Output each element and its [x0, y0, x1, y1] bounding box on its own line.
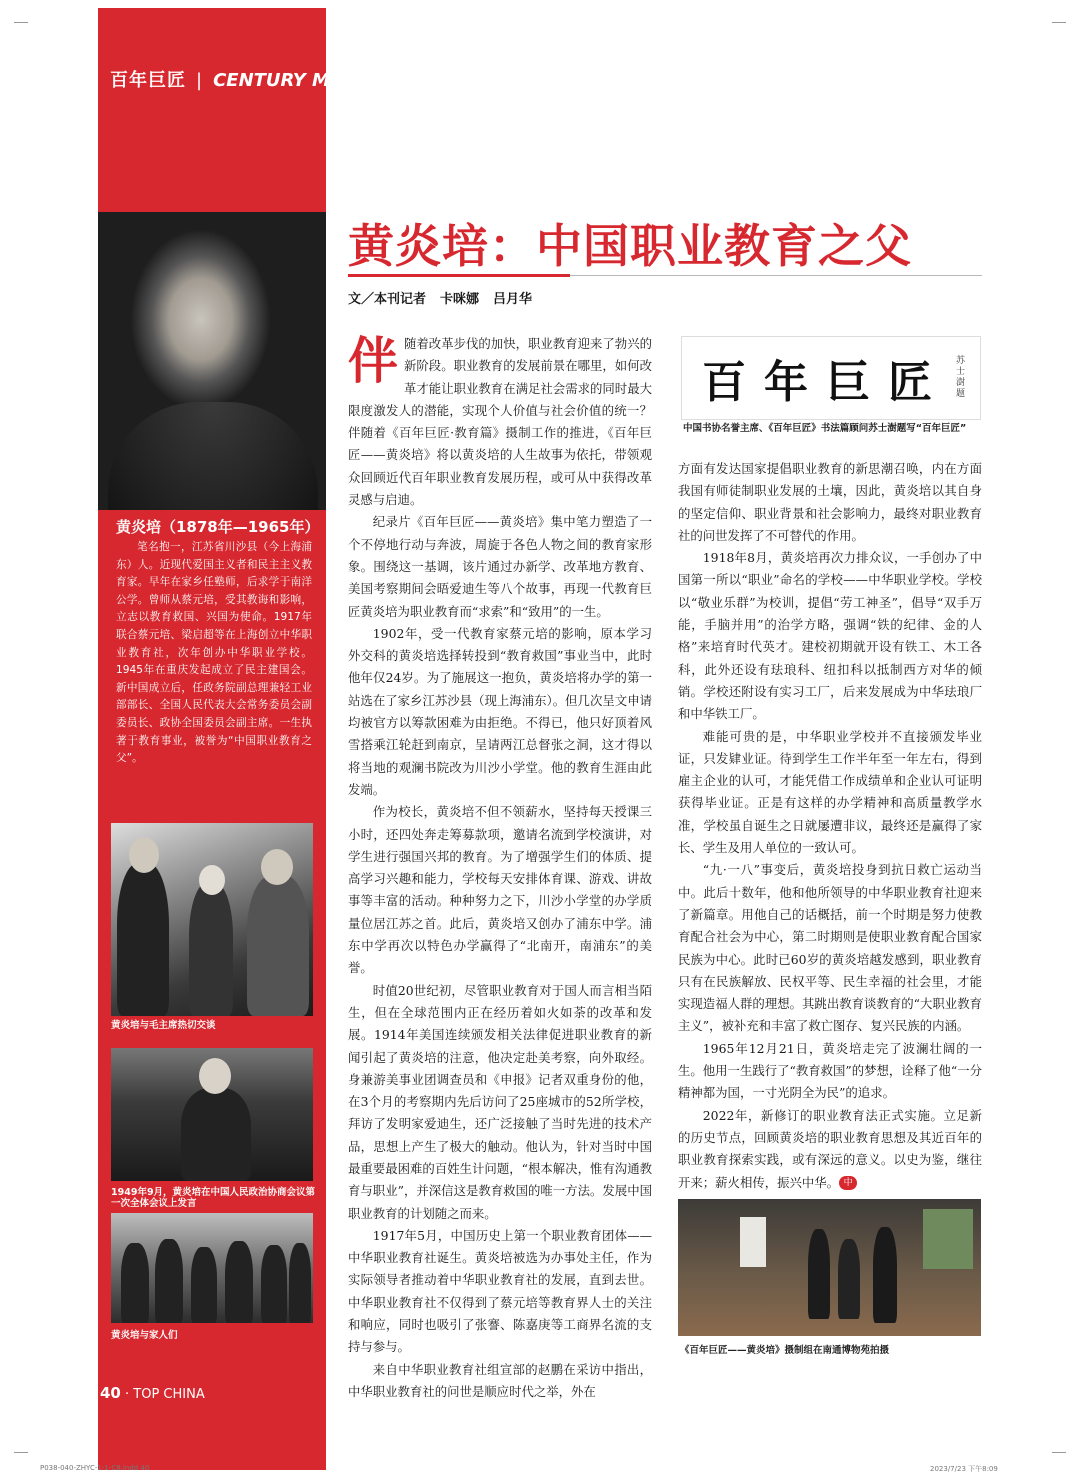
section-title-cn: 百年巨匠: [110, 70, 186, 91]
paragraph: 1917年5月，中国历史上第一个职业教育团体——中华职业教育社诞生。黄炎培被选为办事处主任，作为实际领导者推动着中华职业教育社的发展，直到去世。中华职业教育社不仅得到了蔡元培等教育界人士的关注和响应，同时也吸引了张謇、陈嘉庚等工商界名流的支持与参与。: [348, 1227, 652, 1355]
page-number: 40: [100, 1384, 121, 1402]
print-slug: P038-040-ZHYC-1-1-C8.indd 40: [40, 1464, 150, 1472]
portrait-photo: [98, 212, 326, 510]
caption-filming: 《百年巨匠——黄炎培》摄制组在南通博物苑拍摄: [680, 1345, 890, 1356]
title-rule-red: [348, 274, 570, 277]
magazine-name: · TOP CHINA: [125, 1387, 205, 1402]
crop-mark: [14, 22, 28, 23]
paragraph: 2022年，新修订的职业教育法正式实施。立足新的历史节点，回顾黄炎培的职业教育思想及其近百年的职业教育探索实践，或有深远的意义。以史为鉴，继往开来；薪火相传，振兴中华。 中: [678, 1107, 982, 1190]
paragraph: 方面有发达国家提倡职业教育的新思潮召唤，内在方面我国有师徒制职业发展的土壤，因此，黄炎培以其自身的坚定信仰、职业背景和社会影响力，最终对职业教育社的问世发挥了不可替代的作用。: [678, 461, 982, 543]
photo-family: [111, 1213, 313, 1323]
caption-1949: 1949年9月，黄炎培在中国人民政治协商会议第一次全体会议上发言: [111, 1187, 316, 1209]
article-title: 黄炎培：中国职业教育之父: [348, 219, 912, 273]
paragraph: 1918年8月，黄炎培再次力排众议，一手创办了中国第一所以“职业”命名的学校——中华职业学校。学校以“敬业乐群”为校训，提倡“劳工神圣”，倡导“双手万能，手脑并用”的治学方略，强调“铁的纪律、金的人格”来培育时代英才。建校初期就开设有铁工、木工各科，此外还设有珐琅科、纽扣科以抵制西方对华的倾销。学校还附设有实习工厂，后来发展成为中华珐琅厂和中华铁工厂。: [678, 550, 982, 722]
calligraphy-text: 百年巨匠: [702, 357, 950, 408]
filming-photo: [678, 1199, 981, 1336]
article-column-1: [348, 333, 652, 1403]
author-2: 吕月华: [493, 292, 533, 307]
caption-calligraphy: 中国书协名誉主席、《百年巨匠》书法篇顾问苏士澍题写“百年巨匠”: [683, 423, 967, 434]
paragraph: “九·一八”事变后，黄炎培投身到抗日救亡运动当中。此后十数年，他和他所领导的中华职业教育社迎来了新篇章。用他自己的话概括，前一个时期是努力使教育配合社会为中心，第二时期则是使职业教育配合国家民族为中心。此时已60岁的黄炎培越发感到，职业教育只有在民族解放、民权平等、民生幸福的社会里，才能实现造福人群的理想。其跳出教育谈教育的“大职业教育主义”，被补充和丰富了救亡图存、复兴民族的内涵。: [678, 862, 982, 1034]
photo-1949-speech: [111, 1048, 313, 1181]
paragraph: 时值20世纪初，尽管职业教育对于国人而言相当陌生，但在全球范围内正在经历着如火如荼的改革和发展。1914年美国连续颁发相关法律促进职业教育的新闻引起了黄炎培的注意，他决定赴美考察，向外取经。身兼游美事业团调查员和《申报》记者双重身份的他，在3个月的考察期内先后访问了25座城市的52所学校，拜访了发明家爱迪生，还广泛接触了当时先进的技术产品，思想上产生了极大的触动。他认为，针对当时中国最重要最困难的百姓生计问题，“根本解决，惟有沟通教育与职业”，并深信这是教育救国的唯一方法。发展中国职业教育的计划随之而来。: [348, 982, 652, 1221]
paragraph: 来自中华职业教育社组宣部的赵鹏在采访中指出，中华职业教育社的问世是顺应时代之举，外在: [348, 1361, 652, 1399]
section-separator: |: [196, 70, 204, 91]
paragraph: 纪录片《百年巨匠——黄炎培》集中笔力塑造了一个不停地行动与奔波，周旋于各色人物之间的教育家形象。围绕这一基调，该片通过办新学、改革地方教育、美国考察期间会晤爱迪生等八个故事，再现一代教育巨匠黄炎培为职业教育而“求索”和“致用”的一生。: [348, 514, 652, 619]
paragraph: 难能可贵的是，中华职业学校并不直接颁发毕业证，只发肄业证。待到学生工作半年至一年左右，得到雇主企业的认可，才能凭借工作成绩单和企业认可证明获得毕业证。正是有这样的办学精神和高质量教学水准，学校虽自诞生之日就屡遭非议，最终还是赢得了家长、学生及用人单位的一致认可。: [678, 728, 982, 856]
photo-with-mao: [111, 823, 313, 1016]
author-1: 卡咪娜: [440, 292, 480, 307]
paragraph: 1902年，受一代教育家蔡元培的影响，原本学习外交科的黄炎培选择转投到“教育救国”事业当中，此时他年仅24岁。为了施展这一抱负，黄炎培将办学的第一站选在了家乡江苏沙县（现上海浦东）。但几次呈文申请均被官方以筹款困难为由拒绝。不得已，他只好顶着风雪搭乘江轮赶到南京，呈请两江总督张之洞，这才得以将当地的观澜书院改为川沙小学堂。他的教育生涯由此发端。: [348, 625, 652, 797]
calligraphy-image: [681, 336, 981, 420]
section-header: [110, 66, 408, 92]
crop-mark: [1052, 1452, 1066, 1453]
bio-title: 黄炎培（1878年—1965年）: [116, 518, 320, 536]
paragraph: 伴随着改革步伐的加快，职业教育迎来了勃兴的新阶段。职业教育的发展前景在哪里，如何改革才能让职业教育在满足社会需求的同时最大限度激发人的潜能，实现个人价值与社会价值的统一？伴随着《百年巨匠·教育篇》摄制工作的推进，《百年巨匠——黄炎培》将以黄炎培的人生故事为依托，带领观众回顾近代百年职业教育发展历程，或可从中获得改革灵感与启迪。: [348, 332, 652, 508]
byline: [348, 288, 546, 307]
end-mark-icon: 中: [839, 1176, 857, 1190]
article-column-2: [678, 458, 982, 1194]
paragraph: 1965年12月21日，黄炎培走完了波澜壮阔的一生。他用一生践行了“教育救国”的梦想，诠释了他“一分精神都为国，一寸光阴全为民”的追求。: [678, 1040, 982, 1101]
caption-mao: 黄炎培与毛主席热切交谈: [111, 1020, 216, 1031]
drop-cap: 伴: [348, 332, 398, 390]
byline-prefix: 文／本刊记者: [348, 292, 427, 307]
crop-mark: [1052, 22, 1066, 23]
page-footer: [100, 1384, 205, 1402]
calligraphy-signature: 苏士澍题: [956, 356, 966, 399]
section-title-en: CENTURY MASTERS: [213, 70, 409, 91]
caption-family: 黄炎培与家人们: [111, 1330, 178, 1341]
paragraph: 作为校长，黄炎培不但不领薪水，坚持每天授课三小时，还四处奔走筹募款项，邀请名流到学校演讲，对学生进行强国兴邦的教育。为了增强学生们的体质、提高学习兴趣和能力，学校每天安排体育课、游戏、讲故事等丰富的活动。种种努力之下，川沙小学堂的办学质量位居江苏之首。此后，黄炎培又创办了浦东中学。浦东中学再次以特色办学赢得了“北南开，南浦东”的美誉。: [348, 804, 652, 976]
title-rule-gray: [570, 275, 982, 276]
print-slug-date: 2023/7/23 下午8:09: [930, 1465, 998, 1473]
crop-mark: [14, 1452, 28, 1453]
bio-text: 笔名抱一，江苏省川沙县（今上海浦东）人。近现代爱国主义者和民主主义教育家。早年在家乡任塾师，后求学于南洋公学。曾师从蔡元培，受其教诲和影响，立志以教育救国、兴国为使命。1917年联合蔡元培、梁启超等在上海创立中华职业教育社，次年创办中华职业学校。1945年在重庆发起成立了民主建国会。新中国成立后，任政务院副总理兼轻工业部部长、全国人民代表大会常务委员会副委员长、政协全国委员会副主席。一生执著于教育事业，被誉为“中国职业教育之父”。: [116, 541, 312, 765]
